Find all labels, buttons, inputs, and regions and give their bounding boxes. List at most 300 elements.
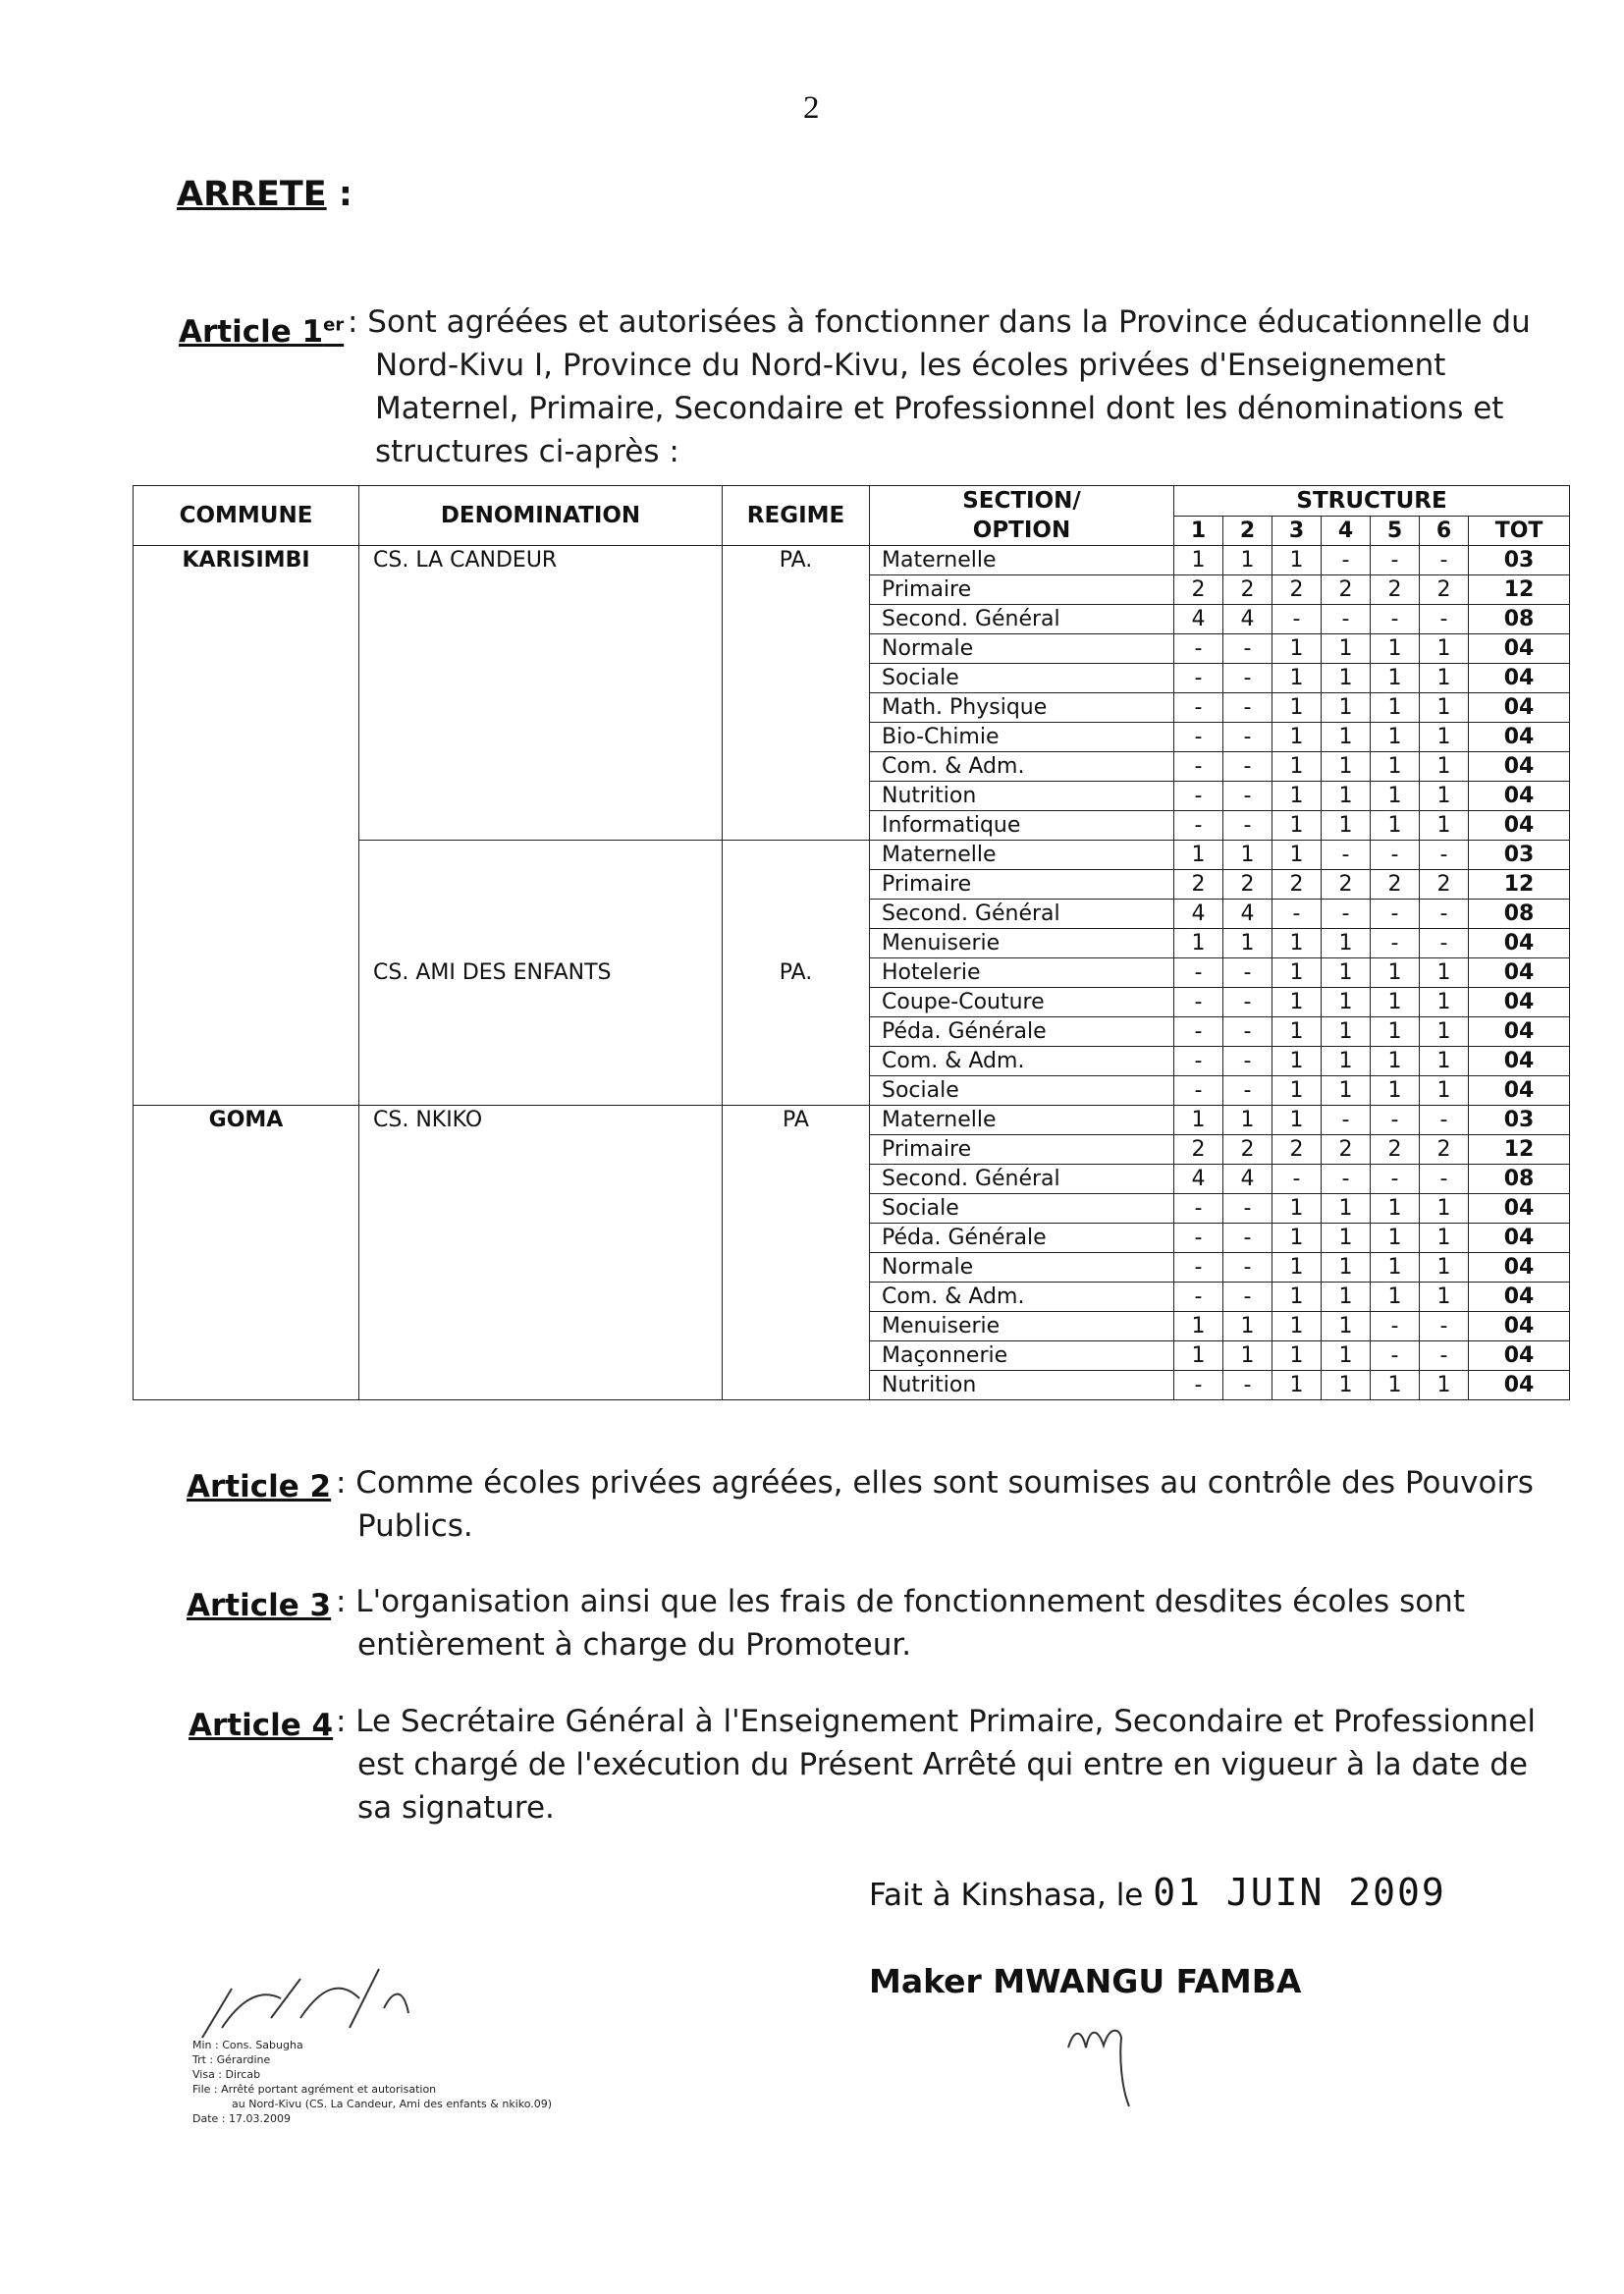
section-option-cell: Normale	[870, 1253, 1174, 1283]
structure-year-cell: 1	[1223, 1341, 1272, 1371]
structure-year-cell: 1	[1420, 988, 1469, 1017]
regime-cell	[723, 693, 870, 723]
structure-year-cell: 1	[1272, 841, 1322, 870]
structure-year-cell: 1	[1272, 1106, 1322, 1135]
table-row	[134, 1047, 1570, 1076]
structure-year-cell: 1	[1371, 782, 1420, 811]
regime-cell	[723, 1283, 870, 1312]
structure-year-cell: 1	[1420, 634, 1469, 664]
table-row	[134, 1341, 1570, 1371]
structure-total-cell: 03	[1469, 546, 1570, 575]
section-option-cell: Coupe-Couture	[870, 988, 1174, 1017]
regime-cell	[723, 782, 870, 811]
structure-year-cell: 4	[1174, 900, 1223, 929]
structure-year-cell: 1	[1322, 958, 1371, 988]
table-row	[134, 782, 1570, 811]
table-row	[134, 1371, 1570, 1400]
regime-cell	[723, 1371, 870, 1400]
regime-cell	[723, 1224, 870, 1253]
regime-cell	[723, 1047, 870, 1076]
structure-year-cell: -	[1272, 1165, 1322, 1194]
structure-year-cell: 2	[1272, 870, 1322, 900]
structure-year-cell: 1	[1272, 1076, 1322, 1106]
structure-year-cell: 1	[1223, 546, 1272, 575]
structure-year-cell: 1	[1322, 634, 1371, 664]
structure-year-cell: -	[1371, 546, 1420, 575]
article-2-line-2: Publics.	[357, 1508, 473, 1544]
denomination-cell	[359, 1341, 723, 1371]
structure-year-cell: 2	[1174, 1135, 1223, 1165]
structure-year-cell: 1	[1272, 752, 1322, 782]
denomination-cell	[359, 1017, 723, 1047]
article-4-line-2: est chargé de l'exécution du Présent Arrêté qui entre en vigueur à la date de	[357, 1747, 1529, 1782]
structure-year-cell: 1	[1322, 1341, 1371, 1371]
structure-year-cell: 1	[1322, 1047, 1371, 1076]
commune-cell: GOMA	[134, 1106, 359, 1135]
header-structure: STRUCTURE	[1174, 486, 1570, 517]
denomination-cell	[359, 1076, 723, 1106]
structure-year-cell: -	[1223, 1283, 1272, 1312]
commune-cell	[134, 693, 359, 723]
structure-year-cell: 1	[1272, 1312, 1322, 1341]
structure-total-cell: 04	[1469, 1341, 1570, 1371]
structure-year-cell: 1	[1371, 693, 1420, 723]
structure-year-cell: 1	[1272, 811, 1322, 841]
structure-year-cell: -	[1174, 693, 1223, 723]
denomination-cell	[359, 752, 723, 782]
table-row	[134, 546, 1570, 575]
section-option-cell: Sociale	[870, 1076, 1174, 1106]
section-option-cell: Primaire	[870, 1135, 1174, 1165]
structure-year-cell: 1	[1174, 929, 1223, 958]
structure-year-cell: -	[1174, 782, 1223, 811]
regime-cell	[723, 752, 870, 782]
section-option-cell: Péda. Générale	[870, 1017, 1174, 1047]
section-option-cell: Hotelerie	[870, 958, 1174, 988]
denomination-cell: CS. NKIKO	[359, 1106, 723, 1135]
structure-year-cell: -	[1223, 752, 1272, 782]
commune-cell	[134, 900, 359, 929]
commune-cell	[134, 1047, 359, 1076]
denomination-cell	[359, 1194, 723, 1224]
signatory-name: Maker MWANGU FAMBA	[869, 1962, 1302, 2000]
section-option-cell: Maternelle	[870, 546, 1174, 575]
commune-cell	[134, 958, 359, 988]
denomination-cell	[359, 1371, 723, 1400]
table-row	[134, 634, 1570, 664]
structure-total-cell: 03	[1469, 1106, 1570, 1135]
article-2-text	[336, 1461, 1534, 1548]
structure-year-cell: 1	[1420, 811, 1469, 841]
structure-year-cell: -	[1174, 1253, 1223, 1283]
structure-year-cell: -	[1420, 1106, 1469, 1135]
structure-year-cell: 1	[1420, 1224, 1469, 1253]
section-option-cell: Nutrition	[870, 1371, 1174, 1400]
structure-year-cell: 1	[1272, 988, 1322, 1017]
structure-year-cell: -	[1420, 1312, 1469, 1341]
structure-year-cell: -	[1174, 664, 1223, 693]
commune-cell	[134, 634, 359, 664]
structure-year-cell: 1	[1272, 1194, 1322, 1224]
structure-year-cell: 2	[1420, 575, 1469, 605]
section-option-cell: Com. & Adm.	[870, 1283, 1174, 1312]
structure-year-cell: -	[1223, 1047, 1272, 1076]
regime-cell	[723, 1165, 870, 1194]
structure-year-cell: 2	[1420, 870, 1469, 900]
structure-year-cell: 1	[1272, 634, 1322, 664]
file-ref-file-cont: au Nord-Kivu (CS. La Candeur, Ami des enfants & nkiko.09)	[232, 2098, 553, 2110]
regime-cell	[723, 1194, 870, 1224]
structure-year-cell: 2	[1272, 1135, 1322, 1165]
commune-cell	[134, 870, 359, 900]
structure-total-cell: 04	[1469, 693, 1570, 723]
structure-year-cell: 1	[1322, 1224, 1371, 1253]
structure-total-cell: 08	[1469, 605, 1570, 634]
table-row	[134, 870, 1570, 900]
structure-year-cell: 1	[1371, 723, 1420, 752]
denomination-cell	[359, 575, 723, 605]
structure-year-cell: -	[1174, 752, 1223, 782]
structure-year-cell: -	[1223, 664, 1272, 693]
structure-total-cell: 04	[1469, 1283, 1570, 1312]
structure-year-cell: -	[1322, 841, 1371, 870]
structure-year-cell: -	[1223, 782, 1272, 811]
commune-cell	[134, 1312, 359, 1341]
section-option-cell: Primaire	[870, 575, 1174, 605]
structure-year-cell: -	[1371, 841, 1420, 870]
header-section-line1: SECTION/	[962, 488, 1081, 514]
denomination-cell	[359, 870, 723, 900]
commune-cell	[134, 664, 359, 693]
commune-cell: KARISIMBI	[134, 546, 359, 575]
regime-cell	[723, 900, 870, 929]
structure-year-cell: 2	[1223, 870, 1272, 900]
structure-year-cell: -	[1223, 723, 1272, 752]
structure-year-cell: 1	[1420, 664, 1469, 693]
table-row	[134, 575, 1570, 605]
structure-year-cell: 1	[1322, 1194, 1371, 1224]
signature	[1060, 2008, 1168, 2116]
article-3-line-2: entièrement à charge du Promoteur.	[357, 1627, 912, 1663]
structure-year-cell: -	[1420, 841, 1469, 870]
table-row	[134, 605, 1570, 634]
structure-year-cell: 1	[1322, 1312, 1371, 1341]
table-row	[134, 1224, 1570, 1253]
structure-year-cell: 1	[1420, 782, 1469, 811]
header-col-6: 6	[1420, 517, 1469, 546]
article-3-label: Article 3	[187, 1588, 332, 1623]
commune-cell	[134, 782, 359, 811]
structure-year-cell: 1	[1272, 664, 1322, 693]
structure-total-cell: 04	[1469, 1017, 1570, 1047]
commune-cell	[134, 1224, 359, 1253]
structure-year-cell: 1	[1420, 1076, 1469, 1106]
regime-cell	[723, 988, 870, 1017]
structure-year-cell: 1	[1322, 723, 1371, 752]
structure-total-cell: 04	[1469, 1194, 1570, 1224]
structure-year-cell: -	[1272, 605, 1322, 634]
header-col-1: 1	[1174, 517, 1223, 546]
structure-year-cell: -	[1223, 1017, 1272, 1047]
page-number: 2	[803, 90, 820, 126]
structure-total-cell: 04	[1469, 664, 1570, 693]
regime-cell	[723, 1135, 870, 1165]
structure-year-cell: 1	[1420, 958, 1469, 988]
structure-year-cell: 1	[1420, 1047, 1469, 1076]
structure-year-cell: 1	[1272, 929, 1322, 958]
regime-cell	[723, 841, 870, 870]
structure-year-cell: -	[1174, 1224, 1223, 1253]
regime-cell	[723, 1312, 870, 1341]
denomination-cell	[359, 1047, 723, 1076]
article-4-line-1: : Le Secrétaire Général à l'Enseignement Primaire, Secondaire et Professionnel	[336, 1704, 1536, 1739]
structure-year-cell: 4	[1174, 605, 1223, 634]
regime-cell	[723, 1341, 870, 1371]
structure-year-cell: -	[1174, 634, 1223, 664]
structure-year-cell: -	[1420, 546, 1469, 575]
structure-year-cell: 1	[1371, 958, 1420, 988]
structure-year-cell: -	[1322, 546, 1371, 575]
section-option-cell: Second. Général	[870, 605, 1174, 634]
file-ref-trt: Trt : Gérardine	[192, 2053, 271, 2066]
structure-year-cell: 1	[1371, 1224, 1420, 1253]
section-option-cell: Second. Général	[870, 900, 1174, 929]
table-row	[134, 1283, 1570, 1312]
table-row	[134, 929, 1570, 958]
structure-total-cell: 04	[1469, 1371, 1570, 1400]
structure-year-cell: -	[1420, 1341, 1469, 1371]
article-4-text	[336, 1700, 1536, 1830]
commune-cell	[134, 723, 359, 752]
commune-cell	[134, 1135, 359, 1165]
article-3-line-1: : L'organisation ainsi que les frais de fonctionnement desdites écoles sont	[336, 1584, 1465, 1619]
structure-year-cell: 1	[1272, 1017, 1322, 1047]
section-option-cell: Nutrition	[870, 782, 1174, 811]
commune-cell	[134, 1165, 359, 1194]
structure-year-cell: 1	[1420, 1017, 1469, 1047]
denomination-cell: CS. AMI DES ENFANTS	[359, 958, 723, 988]
structure-total-cell: 12	[1469, 575, 1570, 605]
structure-year-cell: 1	[1272, 1224, 1322, 1253]
structure-table	[133, 485, 1570, 1400]
header-regime: REGIME	[723, 486, 870, 546]
decree-heading-text: ARRETE	[177, 175, 327, 214]
article-3-text	[336, 1580, 1465, 1666]
commune-cell	[134, 1017, 359, 1047]
structure-year-cell: 1	[1272, 546, 1322, 575]
structure-year-cell: -	[1174, 1076, 1223, 1106]
file-ref-date: Date : 17.03.2009	[192, 2112, 291, 2125]
denomination-cell	[359, 1283, 723, 1312]
structure-year-cell: 1	[1322, 1076, 1371, 1106]
structure-year-cell: -	[1272, 900, 1322, 929]
structure-year-cell: 2	[1371, 1135, 1420, 1165]
structure-year-cell: 1	[1322, 1283, 1371, 1312]
structure-year-cell: -	[1174, 1017, 1223, 1047]
section-option-cell: Bio-Chimie	[870, 723, 1174, 752]
structure-year-cell: 1	[1322, 782, 1371, 811]
structure-year-cell: -	[1420, 900, 1469, 929]
structure-total-cell: 04	[1469, 723, 1570, 752]
structure-total-cell: 04	[1469, 1224, 1570, 1253]
structure-year-cell: -	[1174, 1194, 1223, 1224]
structure-year-cell: 1	[1322, 693, 1371, 723]
denomination-cell	[359, 1165, 723, 1194]
commune-cell	[134, 575, 359, 605]
article-2-label: Article 2	[187, 1469, 332, 1504]
file-ref-file: File : Arrêté portant agrément et autorisation	[192, 2083, 437, 2096]
section-option-cell: Primaire	[870, 870, 1174, 900]
structure-year-cell: -	[1371, 1312, 1420, 1341]
structure-year-cell: 1	[1371, 1253, 1420, 1283]
article-1-text	[348, 300, 1531, 473]
structure-year-cell: 2	[1322, 575, 1371, 605]
section-option-cell: Maternelle	[870, 1106, 1174, 1135]
section-option-cell: Informatique	[870, 811, 1174, 841]
structure-total-cell: 08	[1469, 900, 1570, 929]
commune-cell	[134, 1194, 359, 1224]
structure-year-cell: 2	[1371, 575, 1420, 605]
structure-year-cell: 1	[1371, 752, 1420, 782]
structure-year-cell: 4	[1223, 605, 1272, 634]
table-row	[134, 1194, 1570, 1224]
structure-year-cell: 1	[1223, 1106, 1272, 1135]
structure-year-cell: 2	[1174, 870, 1223, 900]
structure-year-cell: 1	[1322, 752, 1371, 782]
header-commune: COMMUNE	[134, 486, 359, 546]
structure-year-cell: -	[1223, 988, 1272, 1017]
structure-year-cell: 2	[1174, 575, 1223, 605]
header-col-4: 4	[1322, 517, 1371, 546]
structure-year-cell: -	[1174, 958, 1223, 988]
structure-total-cell: 04	[1469, 811, 1570, 841]
table-row	[134, 900, 1570, 929]
article-1-line-2: Nord-Kivu I, Province du Nord-Kivu, les écoles privées d'Enseignement	[375, 348, 1446, 383]
structure-year-cell: 1	[1420, 723, 1469, 752]
regime-cell	[723, 723, 870, 752]
structure-year-cell: 1	[1371, 1017, 1420, 1047]
section-option-cell: Maternelle	[870, 841, 1174, 870]
commune-cell	[134, 1341, 359, 1371]
denomination-cell	[359, 634, 723, 664]
structure-year-cell: 1	[1322, 1017, 1371, 1047]
denomination-cell	[359, 605, 723, 634]
structure-year-cell: 1	[1272, 723, 1322, 752]
structure-year-cell: -	[1420, 929, 1469, 958]
structure-year-cell: -	[1174, 1283, 1223, 1312]
structure-year-cell: 1	[1223, 1312, 1272, 1341]
structure-total-cell: 12	[1469, 870, 1570, 900]
structure-total-cell: 12	[1469, 1135, 1570, 1165]
structure-year-cell: -	[1371, 900, 1420, 929]
structure-year-cell: 1	[1272, 1371, 1322, 1400]
header-col-2: 2	[1223, 517, 1272, 546]
structure-year-cell: 1	[1174, 1341, 1223, 1371]
denomination-cell	[359, 1224, 723, 1253]
table-row	[134, 1165, 1570, 1194]
structure-year-cell: 1	[1371, 988, 1420, 1017]
structure-year-cell: 1	[1420, 1283, 1469, 1312]
structure-year-cell: 1	[1371, 811, 1420, 841]
structure-year-cell: -	[1223, 634, 1272, 664]
structure-year-cell: -	[1174, 723, 1223, 752]
commune-cell	[134, 841, 359, 870]
table-row	[134, 1253, 1570, 1283]
file-ref-visa: Visa : Dircab	[192, 2068, 261, 2081]
structure-total-cell: 04	[1469, 1312, 1570, 1341]
section-option-cell: Math. Physique	[870, 693, 1174, 723]
structure-year-cell: -	[1371, 1165, 1420, 1194]
structure-year-cell: 2	[1322, 1135, 1371, 1165]
structure-year-cell: 1	[1322, 1371, 1371, 1400]
table-row	[134, 1076, 1570, 1106]
structure-year-cell: -	[1223, 811, 1272, 841]
structure-year-cell: 4	[1174, 1165, 1223, 1194]
commune-cell	[134, 1371, 359, 1400]
table-row	[134, 811, 1570, 841]
header-col-tot: TOT	[1469, 517, 1570, 546]
structure-year-cell: 1	[1371, 1194, 1420, 1224]
structure-year-cell: 1	[1371, 1283, 1420, 1312]
section-option-cell: Maçonnerie	[870, 1341, 1174, 1371]
denomination-cell	[359, 988, 723, 1017]
structure-year-cell: -	[1420, 1165, 1469, 1194]
structure-year-cell: -	[1223, 693, 1272, 723]
structure-year-cell: 2	[1223, 1135, 1272, 1165]
structure-table-body	[134, 546, 1570, 1400]
signing-date: 01 JUIN 2009	[1153, 1871, 1446, 1914]
structure-total-cell: 04	[1469, 958, 1570, 988]
structure-year-cell: -	[1174, 1371, 1223, 1400]
structure-year-cell: 2	[1371, 870, 1420, 900]
structure-year-cell: -	[1174, 988, 1223, 1017]
commune-cell	[134, 605, 359, 634]
structure-total-cell: 04	[1469, 752, 1570, 782]
regime-cell	[723, 1076, 870, 1106]
structure-year-cell: 1	[1420, 1253, 1469, 1283]
structure-year-cell: 1	[1371, 634, 1420, 664]
table-row	[134, 1312, 1570, 1341]
structure-year-cell: 1	[1272, 1283, 1322, 1312]
structure-total-cell: 04	[1469, 988, 1570, 1017]
table-row	[134, 841, 1570, 870]
denomination-cell	[359, 900, 723, 929]
section-option-cell: Com. & Adm.	[870, 1047, 1174, 1076]
commune-cell	[134, 988, 359, 1017]
section-option-cell: Sociale	[870, 1194, 1174, 1224]
structure-year-cell: 1	[1371, 1076, 1420, 1106]
structure-year-cell: 4	[1223, 1165, 1272, 1194]
article-1-line-1: : Sont agréées et autorisées à fonctionner dans la Province éducationnelle du	[348, 304, 1531, 340]
denomination-cell	[359, 1312, 723, 1341]
structure-total-cell: 04	[1469, 782, 1570, 811]
header-col-3: 3	[1272, 517, 1322, 546]
decree-heading-colon: :	[326, 175, 352, 214]
structure-year-cell: -	[1371, 1341, 1420, 1371]
structure-year-cell: -	[1223, 1371, 1272, 1400]
article-4-label: Article 4	[189, 1708, 334, 1743]
article-2-line-1: : Comme écoles privées agréées, elles sont soumises au contrôle des Pouvoirs	[336, 1465, 1534, 1501]
table-row	[134, 1135, 1570, 1165]
regime-cell	[723, 811, 870, 841]
denomination-cell	[359, 1135, 723, 1165]
table-row	[134, 693, 1570, 723]
structure-year-cell: 1	[1223, 841, 1272, 870]
structure-year-cell: 1	[1322, 988, 1371, 1017]
structure-year-cell: 1	[1322, 811, 1371, 841]
denomination-cell	[359, 693, 723, 723]
structure-total-cell: 04	[1469, 634, 1570, 664]
